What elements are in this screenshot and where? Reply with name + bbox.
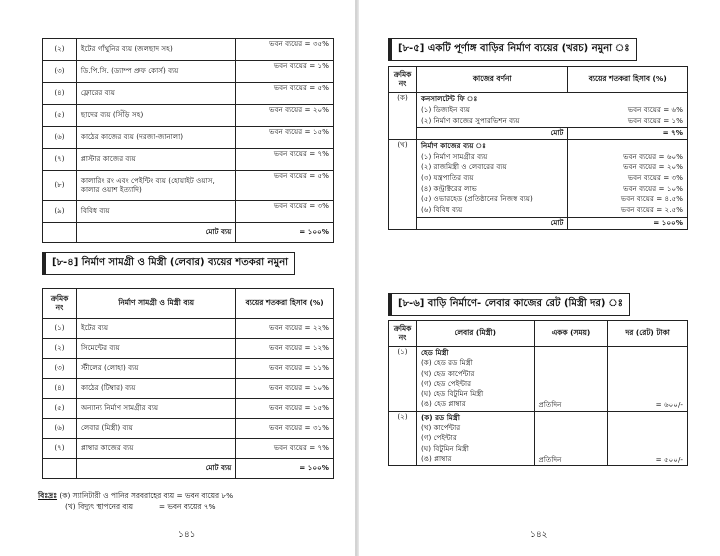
row-item: স্টীলের (লোহা) ব্যয় — [76, 359, 235, 379]
group-b-value: ভবন ব্যয়ের = ৪.৫% — [620, 194, 683, 204]
group-b-value: ভবন ব্যয়ের = ৩% — [627, 173, 683, 183]
group-consultant-fee — [389, 93, 688, 128]
row-percentage: ভবন ব্যয়ের = ৩৫% — [236, 39, 334, 61]
labour-rate: = ৬০০/- — [608, 347, 688, 412]
total-label: মোট ব্যয় — [76, 223, 235, 243]
section-heading-8-5: [৮-৫] একটি পূর্ণাঙ্গ বাড়ির নির্মাণ ব্যয়ের (খরচ) নমুনা ঃ — [388, 38, 637, 61]
row-number: (২) — [43, 339, 77, 359]
left-page — [0, 0, 355, 556]
row-item: ফ্লোরের ব্যয় — [76, 83, 235, 105]
row-percentage: ভবন ব্যয়ের = ১২% — [236, 339, 334, 359]
group-b-title: নির্মাণ কাজের ব্যয় ঃ — [420, 141, 487, 151]
row-percentage: ভবন ব্যয়ের = ১০% — [236, 379, 334, 399]
row-number: (৩) — [43, 359, 77, 379]
labour-item: (ঙ) হেড প্লাম্বার — [420, 399, 466, 409]
row-number: (৩) — [43, 61, 77, 83]
group-b-item: (৬) বিবিধ ব্যয় — [420, 205, 463, 215]
group-a-number: (ক) — [389, 93, 417, 128]
total-value: = ১০০% — [236, 223, 334, 243]
labour-unit: প্রতিদিন — [534, 347, 608, 412]
row-percentage: ভবন ব্যয়ের = ৫% — [236, 171, 334, 201]
table-row — [43, 149, 334, 171]
total-row — [43, 223, 334, 243]
row-percentage: ভবন ব্যয়ের = ১১% — [236, 359, 334, 379]
row-percentage: ভবন ব্যয়ের = ১% — [236, 61, 334, 83]
row-number: (৬) — [43, 419, 77, 439]
row-item: ইটের ব্যয় — [76, 319, 235, 339]
page-number-right: ১৪২ — [530, 530, 548, 540]
group-a-total-value: = ৭% — [568, 127, 688, 139]
labour-item: (ঘ) বিটুমিন মিস্ত্রী — [420, 443, 469, 453]
row-item: বিবিধ ব্যয় — [76, 201, 235, 223]
row-item: প্লাম্বার কাজের ব্যয় — [76, 439, 235, 459]
row-number: (১) — [389, 347, 417, 412]
table-row — [43, 83, 334, 105]
header-serial: ক্রমিক নং — [43, 289, 77, 319]
row-item: সিমেন্টের ব্যয় — [76, 339, 235, 359]
group-construction-cost — [389, 139, 688, 217]
row-percentage: ভবন ব্যয়ের = ৩১% — [236, 419, 334, 439]
labour-item: (খ) হেড কার্পেন্টার — [420, 368, 475, 378]
table-row — [43, 339, 334, 359]
header-serial: ক্রমিক নং — [389, 321, 417, 347]
row-percentage: ভবন ব্যয়ের = ৫% — [236, 83, 334, 105]
group-b-total-value: = ১০০% — [568, 217, 688, 229]
group-b-item: (৩) যন্ত্রপাতির ব্যয় — [420, 173, 474, 183]
group-a-total-label: মোট — [416, 127, 567, 139]
group-a-value: ভবন ব্যয়ের = ১% — [627, 115, 683, 125]
header-serial: ক্রমিক নং — [389, 67, 417, 93]
right-page — [360, 0, 720, 556]
row-number: (৫) — [43, 105, 77, 127]
group-b-item: (১) নির্মাণ সামগ্রীর ব্যয় — [420, 151, 488, 161]
header-item: নির্মাণ সামগ্রী ও মিস্ত্রী ব্যয় — [76, 289, 235, 319]
header-labour: লেবার (মিস্ত্রী) — [416, 321, 534, 347]
header-percentage: ব্যয়ের শতকরা হিসাব (%) — [236, 289, 334, 319]
row-item: ছাদের ব্যয় (সিঁড়ি সহ) — [76, 105, 235, 127]
row-number: (৮) — [43, 171, 77, 201]
row-item: ইটের গাঁথুনির ব্যয় (জলছাদ সহ) — [76, 39, 235, 61]
row-number: (৫) — [43, 399, 77, 419]
group-b-value: ভবন ব্যয়ের = ৬০% — [623, 151, 683, 161]
group-b-value: ভবন ব্যয়ের = ২০% — [623, 162, 683, 172]
labour-item: (ক) হেড রড মিস্ত্রী — [420, 358, 473, 368]
table-row — [43, 399, 334, 419]
table-row — [389, 411, 688, 465]
row-number: (২) — [389, 411, 417, 465]
group-a-title: কনসালটেন্ট ফি ঃ — [420, 94, 478, 104]
note-line-1: (ক) স্যানিটারী ও পানির সরবরাহের ব্যয় = ভবন ব্যয়ের ৮% — [59, 491, 234, 500]
table-row — [43, 419, 334, 439]
group-b-value: ভবন ব্যয়ের = ১০% — [623, 183, 683, 193]
labour-rate: = ৫০০/- — [608, 411, 688, 465]
group-a-item: (১) ডিজাইন ব্যয় — [420, 104, 471, 114]
row-number: (৭) — [43, 149, 77, 171]
row-percentage: ভবন ব্যয়ের = ৭% — [236, 149, 334, 171]
full-house-cost-table — [388, 66, 688, 230]
row-item: প্লাস্টার কাজের ব্যয় — [76, 149, 235, 171]
row-number: (১) — [43, 319, 77, 339]
group-b-total-label: মোট — [416, 217, 567, 229]
table-row — [43, 61, 334, 83]
labour-unit: প্রতিদিন — [534, 411, 608, 465]
labour-group-title: হেড মিস্ত্রী — [420, 348, 449, 357]
group-b-item: (৪) কন্ট্রাক্টরের লাভ — [420, 183, 477, 193]
page-number-left: ১৪১ — [178, 530, 196, 540]
row-item: কাঠের কাজের ব্যয় (দরজা-জানালা) — [76, 127, 235, 149]
row-item: কাঠের (টিম্বার) ব্যয় — [76, 379, 235, 399]
row-item: কালারিং রং এবং পেইন্টিং ব্যয় (হোয়াইট ওয়াস, কালার ওয়াশ ইত্যাদি) — [76, 171, 235, 201]
note-line-2: (খ) বিদ্যুৎ স্থাপনের ব্যয় = ভবন ব্যয়ের ৭% — [65, 502, 216, 512]
row-percentage: ভবন ব্যয়ের = ১৫% — [236, 127, 334, 149]
row-number: (২) — [43, 39, 77, 61]
notes-label: বিঃদ্রঃ — [38, 491, 58, 500]
labour-item: (খ) কার্পেন্টার — [420, 422, 461, 432]
labour-item: (গ) পেইন্টার — [420, 433, 457, 443]
table-row — [43, 379, 334, 399]
table-row — [389, 347, 688, 412]
group-b-item: (২) রাজমিস্ত্রী ও লেবারের ব্যয় — [420, 162, 507, 172]
row-number: (৯) — [43, 201, 77, 223]
group-a-item: (২) নির্মাণ কাজের সুপারভিশন ব্যয় — [420, 115, 520, 125]
row-item: অন্যান্য নির্মাণ সামগ্রীর ব্যয় — [76, 399, 235, 419]
row-percentage: ভবন ব্যয়ের = ১৫% — [236, 399, 334, 419]
header-rate: দর (রেট) টাকা — [608, 321, 688, 347]
row-item: ডি.পি.সি. (ড্যাম্প প্রুফ কোর্স) ব্যয় — [76, 61, 235, 83]
row-percentage: ভবন ব্যয়ের = ৩% — [236, 201, 334, 223]
cost-percentage-table-continued — [42, 38, 334, 243]
group-b-number: (খ) — [389, 139, 417, 217]
header-description: কাজের বর্ণনা — [416, 67, 567, 93]
header-unit: একক (সময়) — [534, 321, 608, 347]
table-row — [43, 201, 334, 223]
header-percentage: ব্যয়ের শতকরা হিসাব (%) — [568, 67, 688, 93]
table-row — [43, 319, 334, 339]
row-percentage: ভবন ব্যয়ের = ৭% — [236, 439, 334, 459]
row-percentage: ভবন ব্যয়ের = ২০% — [236, 105, 334, 127]
labour-rate-table — [388, 320, 688, 466]
table-row — [43, 39, 334, 61]
table-row — [43, 105, 334, 127]
table-row — [43, 359, 334, 379]
labour-item: (ঙ) প্লাম্বার — [420, 453, 452, 463]
labour-group-title: (ক) রড মিস্ত্রী — [420, 412, 460, 422]
table-row — [43, 439, 334, 459]
section-heading-8-4: [৮-৪] নির্মাণ সামগ্রী ও মিস্ত্রী (লেবার) ব্যয়ের শতকরা নমুনা — [42, 252, 295, 275]
labour-item: (ঘ) হেড বিটুমিন মিস্ত্রী — [420, 389, 484, 399]
notes — [38, 490, 348, 513]
section-heading-8-6: [৮-৬] বাড়ি নির্মাণে- লেবার কাজের রেট (মিস্ত্রী দর) ঃ — [388, 293, 630, 316]
labour-item: (গ) হেড পেইন্টার — [420, 378, 472, 388]
row-number: (৪) — [43, 83, 77, 105]
group-a-value: ভবন ব্যয়ের = ৬% — [627, 104, 683, 114]
group-b-item: (৫) ওভারহেড (প্রতিষ্ঠানের নিজস্ব ব্যয়) — [420, 194, 533, 204]
total-value: = ১০০% — [236, 459, 334, 479]
material-labour-cost-table — [42, 288, 334, 479]
row-number: (৪) — [43, 379, 77, 399]
table-row — [43, 171, 334, 201]
table-row — [43, 127, 334, 149]
total-label: মোট ব্যয় — [76, 459, 235, 479]
total-row — [43, 459, 334, 479]
row-number: (৭) — [43, 439, 77, 459]
row-number: (৬) — [43, 127, 77, 149]
row-percentage: ভবন ব্যয়ের = ২২% — [236, 319, 334, 339]
group-b-value: ভবন ব্যয়ের = ২.৫% — [620, 205, 683, 215]
row-item: লেবার (মিস্ত্রী) ব্যয় — [76, 419, 235, 439]
